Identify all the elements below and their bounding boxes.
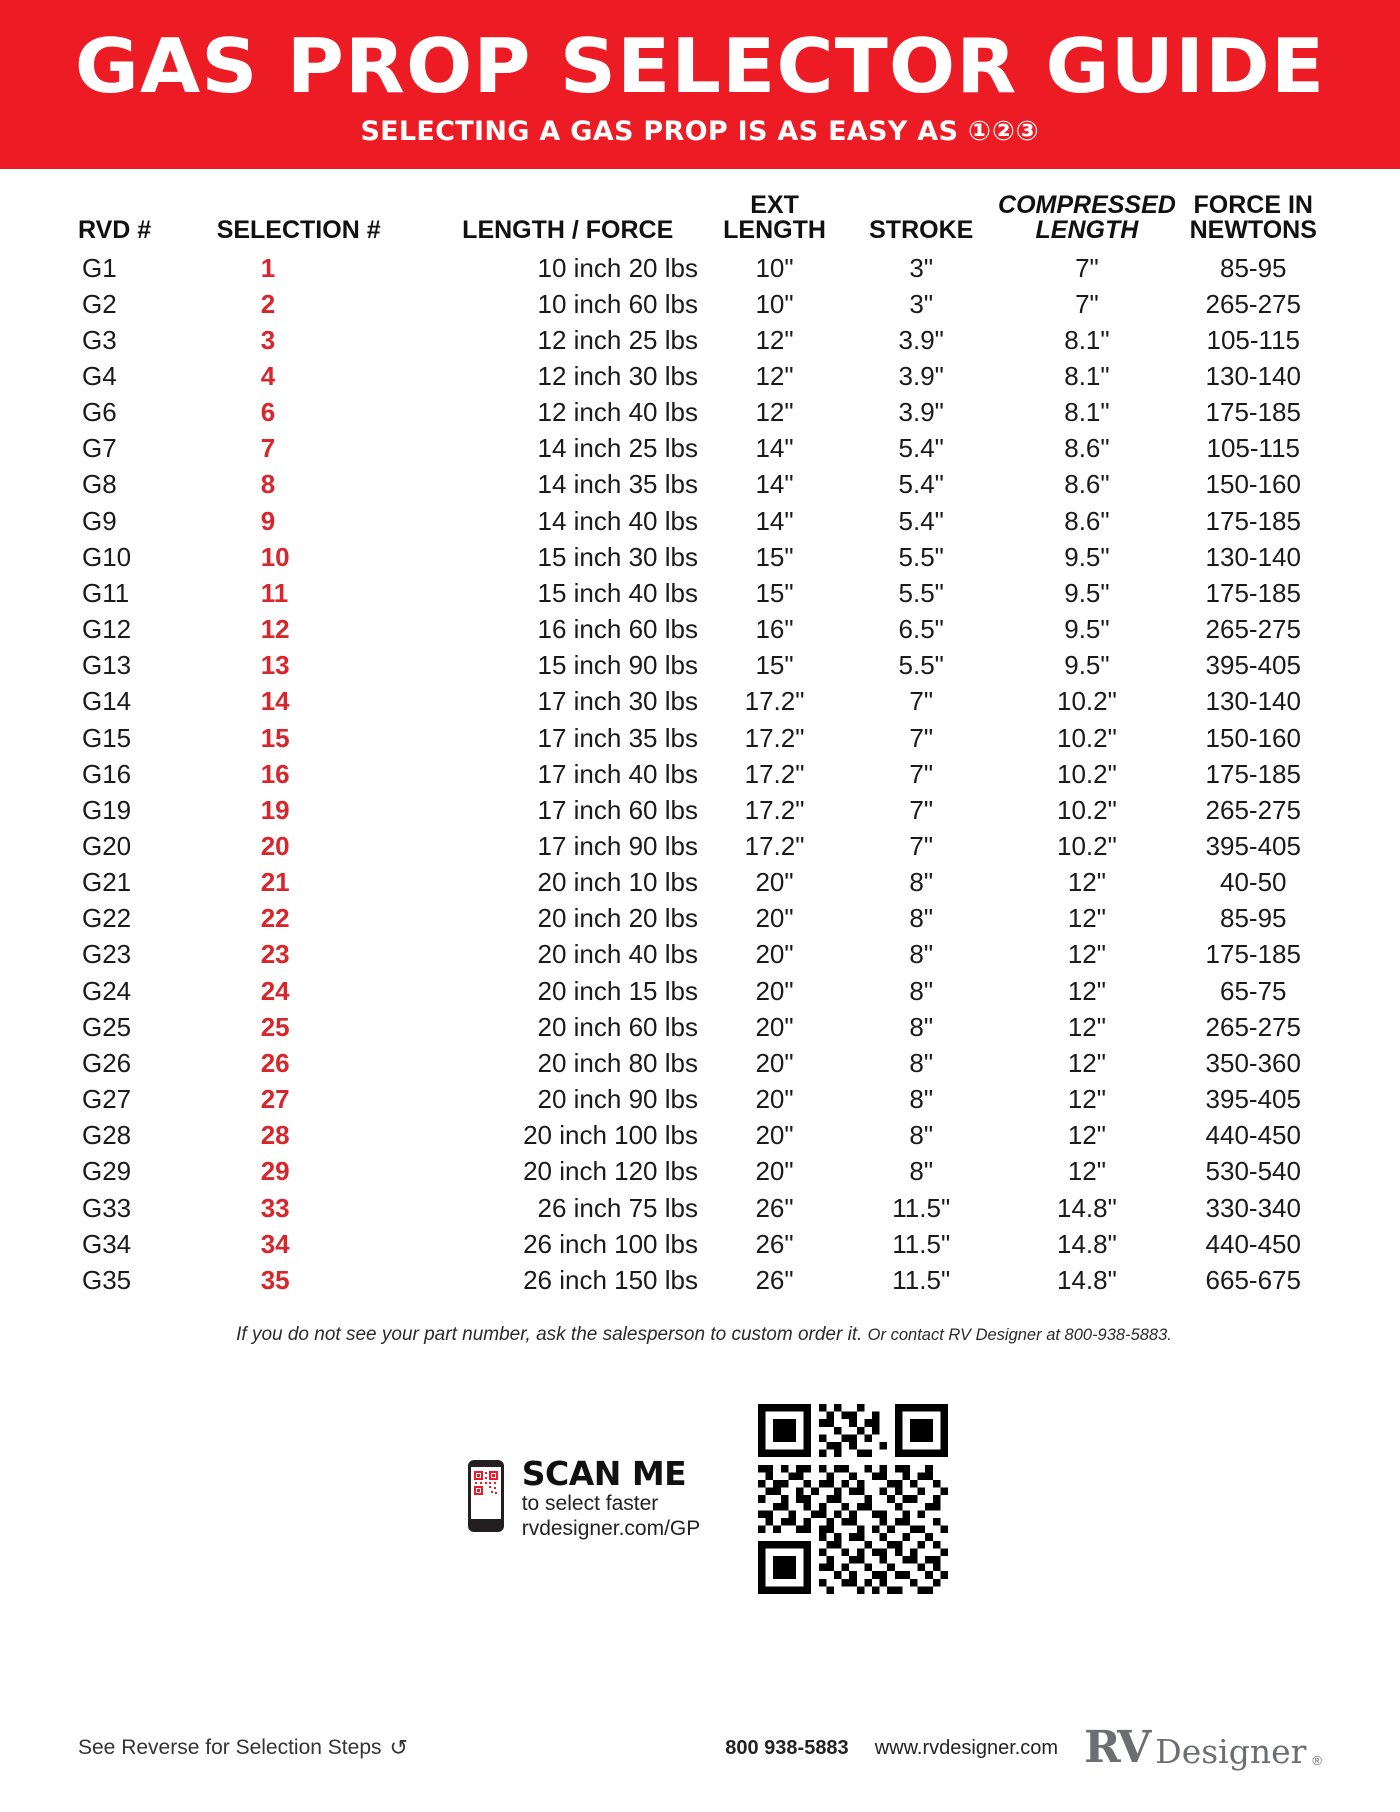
footer-bar — [0, 1722, 1400, 1774]
cell-length-force: 20 inch 100 lbs — [523, 1120, 698, 1151]
cell-length-force: 20 inch 15 lbs — [537, 975, 698, 1006]
logo-registered-mark: ® — [1312, 1753, 1322, 1768]
cell-length-force: 15 inch 40 lbs — [537, 577, 698, 608]
subtitle-text: SELECTING A GAS PROP IS AS EASY AS — [360, 115, 959, 147]
cell-rvd: G3 — [82, 324, 117, 355]
cell-force-newtons: 530-540 — [1205, 1156, 1301, 1187]
table-row — [78, 430, 1330, 466]
cell-stroke: 8" — [909, 903, 934, 934]
cell-ext-length: 20" — [755, 1120, 794, 1151]
cell-rvd: G33 — [82, 1192, 132, 1223]
cell-compressed-length: 9.5" — [1064, 577, 1110, 608]
cell-selection: 6 — [260, 397, 276, 428]
cell-stroke: 5.5" — [898, 541, 944, 572]
selector-table-container — [0, 169, 1400, 1595]
cell-ext-length: 20" — [755, 1047, 794, 1078]
cell-force-newtons: 175-185 — [1205, 505, 1301, 536]
table-row — [78, 756, 1330, 792]
cell-force-newtons: 130-140 — [1205, 541, 1301, 572]
cell-compressed-length: 12" — [1067, 1084, 1106, 1115]
cell-ext-length: 26" — [755, 1228, 794, 1259]
cell-length-force: 15 inch 30 lbs — [537, 541, 698, 572]
cell-ext-length: 10" — [755, 252, 794, 283]
cell-rvd: G12 — [82, 614, 132, 645]
cell-rvd: G28 — [82, 1120, 132, 1151]
cell-selection: 10 — [260, 541, 290, 572]
cell-rvd: G22 — [82, 903, 132, 934]
cell-selection: 7 — [260, 433, 276, 464]
cell-rvd: G13 — [82, 650, 132, 681]
cell-length-force: 20 inch 120 lbs — [523, 1156, 698, 1187]
cell-ext-length: 20" — [755, 1011, 794, 1042]
table-row — [78, 1190, 1330, 1226]
cell-length-force: 26 inch 75 lbs — [537, 1192, 698, 1223]
website-url[interactable]: www.rvdesigner.com — [874, 1736, 1059, 1759]
scan-subtext: to select faster — [521, 1492, 659, 1516]
cell-ext-length: 20" — [755, 1156, 794, 1187]
cell-stroke: 8" — [909, 867, 934, 898]
cell-stroke: 8" — [909, 1047, 934, 1078]
cell-stroke: 3.9" — [898, 397, 944, 428]
cell-stroke: 8" — [909, 939, 934, 970]
cell-selection: 35 — [260, 1264, 290, 1295]
cell-rvd: G24 — [82, 975, 132, 1006]
cell-stroke: 8" — [909, 975, 934, 1006]
table-row — [78, 792, 1330, 828]
cell-force-newtons: 665-675 — [1205, 1264, 1301, 1295]
scan-url[interactable]: rvdesigner.com/GP — [521, 1516, 701, 1540]
table-row — [78, 683, 1330, 719]
cell-compressed-length: 12" — [1067, 1120, 1106, 1151]
cell-rvd: G20 — [82, 831, 132, 861]
qr-code[interactable] — [758, 1404, 948, 1594]
cell-rvd: G16 — [82, 758, 132, 789]
column-header-selection: SELECTION # — [216, 216, 381, 244]
cell-length-force: 16 inch 60 lbs — [537, 614, 698, 645]
cell-length-force: 17 inch 40 lbs — [537, 758, 698, 789]
table-header — [78, 190, 1330, 250]
table-row — [78, 828, 1330, 864]
cell-ext-length: 17.2" — [744, 794, 805, 825]
column-header-force-line2: NEWTONS — [1189, 216, 1317, 244]
cell-selection: 8 — [260, 469, 276, 500]
cell-selection: 28 — [260, 1120, 290, 1151]
cell-compressed-length: 7" — [1075, 288, 1099, 319]
cell-force-newtons: 395-405 — [1205, 1084, 1301, 1115]
cell-compressed-length: 7" — [1075, 252, 1099, 283]
cell-length-force: 17 inch 90 lbs — [537, 831, 698, 861]
cell-stroke: 5.5" — [898, 650, 944, 681]
cell-compressed-length: 12" — [1067, 939, 1106, 970]
cell-compressed-length: 8.6" — [1064, 433, 1110, 464]
cell-length-force: 20 inch 20 lbs — [537, 903, 698, 934]
cell-compressed-length: 10.2" — [1057, 722, 1117, 753]
rv-designer-logo — [1084, 1722, 1322, 1774]
column-header-stroke: STROKE — [869, 216, 974, 244]
cell-compressed-length: 10.2" — [1057, 794, 1117, 825]
cell-length-force: 17 inch 35 lbs — [537, 722, 698, 753]
cell-ext-length: 20" — [755, 939, 794, 970]
column-header-ext-length-line2: LENGTH — [723, 216, 826, 244]
cell-rvd: G7 — [82, 433, 117, 464]
column-header-compressed-length — [997, 190, 1176, 250]
cell-selection: 24 — [260, 975, 290, 1006]
contact-info — [725, 1737, 1058, 1760]
table-row — [78, 1045, 1330, 1081]
cell-compressed-length: 8.6" — [1064, 505, 1110, 536]
cell-stroke: 7" — [909, 686, 934, 717]
cell-length-force: 17 inch 30 lbs — [537, 686, 698, 717]
cell-selection: 21 — [260, 867, 290, 898]
smartphone-icon — [460, 1460, 512, 1538]
cell-length-force: 14 inch 40 lbs — [537, 505, 698, 536]
cell-ext-length: 20" — [755, 975, 794, 1006]
table-row — [78, 1262, 1330, 1298]
cell-length-force: 10 inch 20 lbs — [537, 252, 698, 283]
cell-length-force: 12 inch 40 lbs — [537, 397, 698, 428]
cell-length-force: 20 inch 90 lbs — [537, 1084, 698, 1115]
cell-stroke: 7" — [909, 758, 934, 789]
cell-force-newtons: 265-275 — [1205, 1011, 1301, 1042]
cell-selection: 19 — [260, 794, 290, 825]
cell-compressed-length: 14.8" — [1057, 1192, 1117, 1223]
cell-selection: 34 — [260, 1228, 290, 1259]
cell-stroke: 5.4" — [898, 469, 944, 500]
cell-ext-length: 16" — [755, 614, 794, 645]
cell-ext-length: 14" — [755, 433, 794, 464]
cell-rvd: G6 — [82, 397, 117, 428]
cell-force-newtons: 175-185 — [1205, 397, 1301, 428]
cell-ext-length: 20" — [755, 867, 794, 898]
cell-force-newtons: 175-185 — [1205, 939, 1301, 970]
cell-ext-length: 17.2" — [744, 831, 805, 861]
cell-force-newtons: 350-360 — [1205, 1047, 1301, 1078]
cell-stroke: 6.5" — [898, 614, 944, 645]
cell-selection: 27 — [260, 1084, 290, 1115]
cell-length-force: 20 inch 40 lbs — [537, 939, 698, 970]
cell-compressed-length: 9.5" — [1064, 614, 1110, 645]
cell-force-newtons: 440-450 — [1205, 1120, 1301, 1151]
cell-length-force: 20 inch 60 lbs — [537, 1011, 698, 1042]
cell-selection: 25 — [260, 1011, 290, 1042]
cell-compressed-length: 12" — [1067, 975, 1106, 1006]
see-reverse-note — [78, 1735, 408, 1761]
cell-ext-length: 14" — [755, 505, 794, 536]
cell-ext-length: 26" — [755, 1192, 794, 1223]
cell-force-newtons: 175-185 — [1205, 577, 1301, 608]
cell-rvd: G2 — [82, 288, 117, 319]
cell-rvd: G4 — [82, 360, 117, 391]
table-row — [78, 358, 1330, 394]
column-header-compressed-line1: COMPRESSED — [998, 190, 1176, 219]
table-header-row — [78, 193, 1330, 250]
cell-ext-length: 17.2" — [744, 686, 805, 717]
logo-rv-text: RV — [1084, 1722, 1150, 1774]
cell-length-force: 12 inch 25 lbs — [537, 324, 698, 355]
cell-ext-length: 12" — [755, 324, 794, 355]
cell-ext-length: 20" — [755, 903, 794, 934]
cell-compressed-length: 10.2" — [1057, 686, 1117, 717]
cell-selection: 4 — [260, 360, 276, 391]
cell-rvd: G29 — [82, 1156, 132, 1187]
cell-compressed-length: 12" — [1067, 903, 1106, 934]
cell-rvd: G25 — [82, 1011, 132, 1042]
cell-rvd: G10 — [82, 541, 132, 572]
cell-length-force: 15 inch 90 lbs — [537, 650, 698, 681]
cell-selection: 13 — [260, 650, 290, 681]
cell-compressed-length: 12" — [1067, 1047, 1106, 1078]
cell-rvd: G14 — [82, 686, 132, 717]
cell-stroke: 5.5" — [898, 577, 944, 608]
page-title: GAS PROP SELECTOR GUIDE — [74, 22, 1326, 110]
cell-force-newtons: 130-140 — [1205, 686, 1301, 717]
see-reverse-text: See Reverse for Selection Steps — [78, 1736, 382, 1760]
cell-length-force: 14 inch 25 lbs — [537, 433, 698, 464]
table-row — [78, 1153, 1330, 1189]
cell-length-force: 12 inch 30 lbs — [537, 360, 698, 391]
mini-qr-icon — [474, 1471, 498, 1495]
table-row — [78, 575, 1330, 611]
cell-force-newtons: 395-405 — [1205, 650, 1301, 681]
table-row — [78, 1117, 1330, 1153]
cell-stroke: 8" — [909, 1011, 934, 1042]
footnote-main: If you do not see your part number, ask the salesperson to custom order it. — [236, 1324, 863, 1346]
cell-ext-length: 15" — [755, 577, 794, 608]
cell-force-newtons: 105-115 — [1206, 324, 1301, 355]
column-header-ext-length — [704, 190, 845, 250]
cell-stroke: 8" — [909, 1084, 934, 1115]
cell-force-newtons: 265-275 — [1205, 614, 1301, 645]
cell-force-newtons: 330-340 — [1205, 1192, 1301, 1223]
table-body — [78, 250, 1330, 1299]
cell-length-force: 17 inch 60 lbs — [537, 794, 698, 825]
cell-length-force: 26 inch 150 lbs — [523, 1264, 698, 1295]
cell-selection: 1 — [260, 252, 276, 283]
column-header-rvd: RVD # — [78, 216, 152, 244]
cell-compressed-length: 12" — [1067, 1156, 1106, 1187]
column-header-force-newtons — [1177, 190, 1330, 250]
header-banner — [0, 0, 1400, 169]
cell-stroke: 8" — [909, 1120, 934, 1151]
cell-rvd: G19 — [82, 794, 132, 825]
cell-force-newtons: 395-405 — [1205, 831, 1301, 861]
cell-selection: 29 — [260, 1156, 290, 1187]
cell-stroke: 5.4" — [898, 505, 944, 536]
cell-ext-length: 15" — [755, 650, 794, 681]
cell-selection: 12 — [260, 614, 290, 645]
cell-selection: 11 — [260, 577, 289, 608]
table-row — [78, 611, 1330, 647]
cell-force-newtons: 85-95 — [1220, 252, 1287, 283]
cell-selection: 3 — [260, 324, 276, 355]
cell-selection: 9 — [260, 505, 276, 536]
table-row — [78, 286, 1330, 322]
cell-rvd: G27 — [82, 1084, 132, 1115]
cell-selection: 15 — [260, 722, 290, 753]
cell-rvd: G11 — [82, 577, 130, 608]
cell-compressed-length: 10.2" — [1057, 831, 1117, 861]
cell-compressed-length: 9.5" — [1064, 541, 1110, 572]
table-row — [78, 250, 1330, 286]
cell-compressed-length: 8.1" — [1064, 397, 1110, 428]
cell-length-force: 20 inch 80 lbs — [537, 1047, 698, 1078]
cell-length-force: 10 inch 60 lbs — [537, 288, 698, 319]
cell-stroke: 5.4" — [898, 433, 944, 464]
column-header-ext-length-line1: EXT — [750, 190, 799, 219]
table-row — [78, 900, 1330, 936]
phone-number: 800 938-5883 — [725, 1736, 849, 1759]
table-row — [78, 1081, 1330, 1117]
cell-stroke: 7" — [909, 831, 934, 861]
cell-rvd: G26 — [82, 1047, 132, 1078]
cell-ext-length: 17.2" — [744, 758, 805, 789]
cell-rvd: G8 — [82, 469, 117, 500]
cell-stroke: 7" — [909, 722, 934, 753]
cell-compressed-length: 14.8" — [1057, 1228, 1117, 1259]
table-row — [78, 647, 1330, 683]
custom-order-footnote — [78, 1324, 1330, 1346]
cell-stroke: 11.5" — [892, 1264, 951, 1295]
table-row — [78, 720, 1330, 756]
scan-section — [78, 1404, 1330, 1594]
cell-compressed-length: 8.1" — [1064, 360, 1110, 391]
table-row — [78, 864, 1330, 900]
cell-force-newtons: 440-450 — [1205, 1228, 1301, 1259]
cell-stroke: 3.9" — [898, 324, 944, 355]
cell-force-newtons: 265-275 — [1205, 794, 1301, 825]
cell-force-newtons: 40-50 — [1220, 867, 1287, 898]
cell-force-newtons: 130-140 — [1205, 360, 1301, 391]
cell-ext-length: 10" — [755, 288, 794, 319]
cell-compressed-length: 12" — [1067, 867, 1106, 898]
cell-rvd: G35 — [82, 1264, 132, 1295]
cell-stroke: 8" — [909, 1156, 934, 1187]
column-header-length-force: LENGTH / FORCE — [462, 216, 674, 244]
logo-designer-text: Designer — [1155, 1732, 1307, 1771]
cell-compressed-length: 8.6" — [1064, 469, 1110, 500]
cell-selection: 14 — [260, 686, 290, 717]
cell-selection: 22 — [260, 903, 290, 934]
cell-ext-length: 12" — [755, 397, 794, 428]
cell-stroke: 11.5" — [892, 1228, 951, 1259]
cell-ext-length: 20" — [755, 1084, 794, 1115]
table-row — [78, 322, 1330, 358]
scan-me-block — [460, 1454, 701, 1540]
cell-force-newtons: 150-160 — [1205, 722, 1301, 753]
cell-selection: 2 — [260, 288, 276, 319]
page-subtitle — [0, 116, 1400, 147]
table-row — [78, 394, 1330, 430]
cell-force-newtons: 85-95 — [1220, 903, 1287, 934]
cell-rvd: G34 — [82, 1228, 132, 1259]
footnote-secondary: Or contact RV Designer at 800-938-5883. — [867, 1326, 1172, 1345]
table-row — [78, 1009, 1330, 1045]
cell-rvd: G1 — [82, 252, 117, 283]
cell-rvd: G23 — [82, 939, 132, 970]
cell-rvd: G15 — [82, 722, 132, 753]
cell-force-newtons: 265-275 — [1205, 288, 1301, 319]
cell-force-newtons: 65-75 — [1220, 975, 1287, 1006]
cell-length-force: 26 inch 100 lbs — [523, 1228, 698, 1259]
cell-ext-length: 15" — [755, 541, 794, 572]
cell-compressed-length: 12" — [1067, 1011, 1106, 1042]
cell-selection: 26 — [260, 1047, 290, 1078]
cell-stroke: 7" — [909, 794, 934, 825]
cell-length-force: 14 inch 35 lbs — [537, 469, 698, 500]
cell-stroke: 3.9" — [898, 360, 944, 391]
cell-stroke: 11.5" — [892, 1192, 951, 1223]
table-row — [78, 539, 1330, 575]
cell-stroke: 3" — [909, 288, 934, 319]
cell-ext-length: 17.2" — [744, 722, 805, 753]
table-row — [78, 503, 1330, 539]
cell-ext-length: 12" — [755, 360, 794, 391]
cell-rvd: G9 — [82, 505, 117, 536]
scan-me-heading: SCAN ME — [521, 1454, 687, 1494]
scan-text-block — [521, 1454, 701, 1540]
cell-selection: 33 — [260, 1192, 290, 1223]
table-row — [78, 466, 1330, 502]
cell-ext-length: 14" — [755, 469, 794, 500]
cell-stroke: 3" — [909, 252, 934, 283]
cell-rvd: G21 — [82, 867, 132, 898]
table-row — [78, 936, 1330, 972]
cell-compressed-length: 10.2" — [1057, 758, 1117, 789]
cell-force-newtons: 175-185 — [1205, 758, 1301, 789]
cell-compressed-length: 14.8" — [1057, 1264, 1117, 1295]
cell-compressed-length: 8.1" — [1064, 324, 1110, 355]
column-header-compressed-line2: LENGTH — [1035, 216, 1139, 244]
cell-force-newtons: 105-115 — [1206, 433, 1301, 464]
gas-prop-table — [78, 190, 1330, 1299]
cell-selection: 23 — [260, 939, 290, 970]
cell-selection: 16 — [260, 758, 290, 789]
cell-compressed-length: 9.5" — [1064, 650, 1110, 681]
cell-ext-length: 26" — [755, 1264, 794, 1295]
cell-selection: 20 — [260, 831, 290, 861]
step-numbers-icon: ①②③ — [967, 115, 1040, 147]
table-row — [78, 1226, 1330, 1262]
rotate-icon: ↺ — [389, 1735, 408, 1761]
cell-force-newtons: 150-160 — [1205, 469, 1301, 500]
column-header-force-line1: FORCE IN — [1193, 190, 1313, 219]
table-row — [78, 973, 1330, 1009]
cell-length-force: 20 inch 10 lbs — [537, 867, 698, 898]
